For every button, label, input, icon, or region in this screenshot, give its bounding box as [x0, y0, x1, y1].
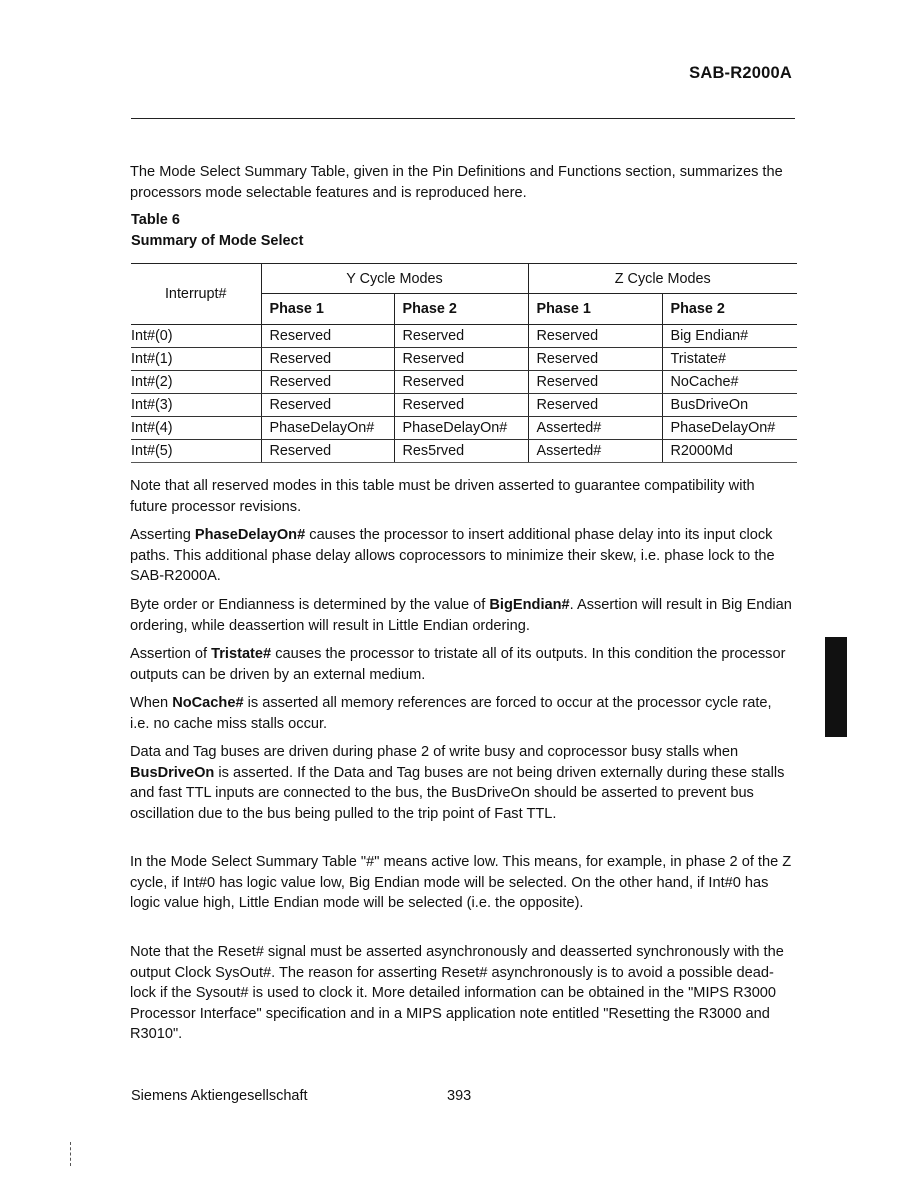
section-tab-marker [825, 637, 847, 737]
interrupt-column-header: Interrupt# [131, 264, 261, 325]
paragraph-text: Asserting [130, 527, 195, 543]
phasedelay-paragraph [130, 525, 794, 587]
z-cycle-header: Z Cycle Modes [528, 264, 797, 294]
table-cell: PhaseDelayOn# [662, 417, 797, 440]
table-cell: Int#(1) [131, 348, 261, 371]
z-phase2-header: Phase 2 [662, 294, 797, 325]
table-cell: Reserved [528, 394, 662, 417]
reset-paragraph: Note that the Reset# signal must be asserted asynchronously and deasserted synchronously with the output Clock SysOut#. The reason for asserting Reset# asynchronously is to avoid a possible dead-lock if the Sysout# is used to clock it. More detailed information can be obtained in the "MIPS R3000 Processor Interface" specification and in a MIPS application note entitled "Resetting the R3000 and R3010". [130, 944, 784, 1043]
table-cell: BusDriveOn [662, 394, 797, 417]
table-cell: Int#(3) [131, 394, 261, 417]
scan-edge-marks [70, 1142, 72, 1166]
table-row [131, 417, 797, 440]
table-row [131, 440, 797, 463]
table-row [131, 394, 797, 417]
signal-name: BusDriveOn [130, 764, 215, 781]
table-cell: Reserved [261, 371, 394, 394]
table-cell: Reserved [261, 394, 394, 417]
paragraph-text: causes the processor to tristate all of its outputs. In this condition the processor outputs can be driven by an external medium. [130, 646, 786, 683]
tristate-paragraph [130, 644, 794, 685]
table-label: Table 6 [131, 212, 180, 228]
paragraph-text: Byte order or Endianness is determined by the value of [130, 597, 490, 613]
table-cell: Reserved [528, 348, 662, 371]
table-cell: PhaseDelayOn# [394, 417, 528, 440]
table-cell: Int#(2) [131, 371, 261, 394]
paragraph-text: Assertion of [130, 646, 212, 662]
table-cell: Reserved [394, 371, 528, 394]
table-cell: NoCache# [662, 371, 797, 394]
table-cell: Reserved [394, 394, 528, 417]
table-cell: Reserved [528, 371, 662, 394]
table-cell: Int#(5) [131, 440, 261, 463]
table-cell: PhaseDelayOn# [261, 417, 394, 440]
table-cell: Reserved [528, 325, 662, 348]
paragraph-text: . Assertion will result in Big Endian ordering, while deassertion will result in Little Endian ordering. [130, 597, 792, 634]
table-row [131, 371, 797, 394]
table-cell: Big Endian# [662, 325, 797, 348]
signal-name: Tristate# [211, 646, 272, 662]
table-cell: Asserted# [528, 417, 662, 440]
bigendian-paragraph [130, 595, 794, 636]
table-cell: Reserved [261, 440, 394, 463]
z-phase1-header: Phase 1 [528, 294, 662, 325]
table-cell: Reserved [261, 325, 394, 348]
paragraph-text: is asserted. If the Data and Tag buses are not being driven externally during these stalls and fast TTL inputs are connected to the bus, the BusDriveOn should be asserted to prevent bus oscillation due to the bus being pulled to the trip point of Fast TTL. [130, 764, 785, 822]
table-cell: Int#(4) [131, 417, 261, 440]
table-group-header-row [131, 264, 797, 294]
page-number: 393 [447, 1088, 472, 1104]
paragraph-text: Data and Tag buses are driven during phase 2 of write busy and coprocessor busy stalls when [130, 744, 739, 760]
active-low-paragraph: In the Mode Select Summary Table "#" means active low. This means, for example, in phase 2 of the Z cycle, if Int#0 has logic value low, Big Endian mode will be selected. On the other hand, if Int#0 has logic value high, Little Endian mode will be selected (i.e. the opposite). [130, 854, 792, 912]
nocache-paragraph [130, 693, 794, 734]
y-phase1-header: Phase 1 [261, 294, 394, 325]
table-cell: R2000Md [662, 440, 797, 463]
signal-name: NoCache# [172, 695, 244, 711]
paragraph-text: is asserted all memory references are forced to occur at the processor cycle rate, i.e. no cache miss stalls occur. [130, 695, 772, 732]
table-cell: Reserved [394, 325, 528, 348]
mode-select-table [131, 263, 797, 463]
intro-paragraph: The Mode Select Summary Table, given in the Pin Definitions and Functions section, summarizes the processors mode selectable features and is reproduced here. [130, 164, 783, 201]
table-caption: Summary of Mode Select [131, 233, 304, 249]
reserved-note-paragraph: Note that all reserved modes in this table must be driven asserted to guarantee compatibility with future processor revisions. [130, 478, 755, 515]
header-divider [131, 118, 795, 119]
y-cycle-header: Y Cycle Modes [261, 264, 528, 294]
paragraph-text: When [130, 695, 173, 711]
table-cell: Tristate# [662, 348, 797, 371]
table-cell: Res5rved [394, 440, 528, 463]
table-row [131, 325, 797, 348]
footer-company: Siemens Aktiengesellschaft [131, 1088, 308, 1104]
table-row [131, 348, 797, 371]
page-header-title: SAB-R2000A [689, 64, 792, 82]
paragraph-text: causes the processor to insert additional phase delay into its input clock paths. This additional phase delay allows coprocessors to minimize their skew, i.e. phase lock to the SAB-R2000A. [130, 527, 775, 585]
busdriveon-paragraph [130, 742, 794, 824]
y-phase2-header: Phase 2 [394, 294, 528, 325]
signal-name: BigEndian# [489, 597, 570, 613]
table-cell: Int#(0) [131, 325, 261, 348]
table-cell: Reserved [261, 348, 394, 371]
table-cell: Asserted# [528, 440, 662, 463]
table-cell: Reserved [394, 348, 528, 371]
signal-name: PhaseDelayOn# [194, 527, 306, 543]
